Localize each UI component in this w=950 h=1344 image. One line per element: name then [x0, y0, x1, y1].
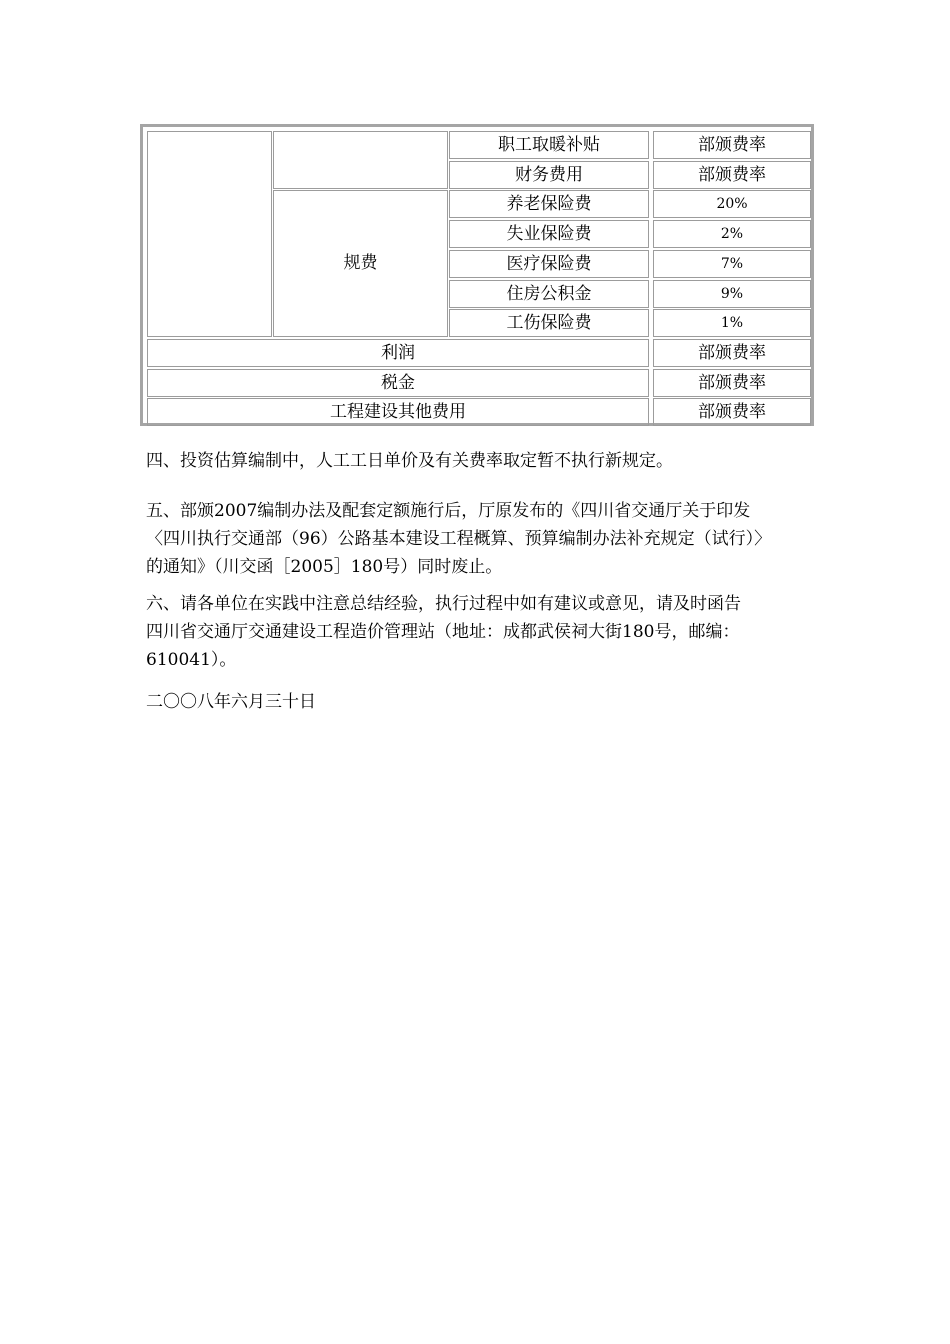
- paragraph-5: [146, 497, 816, 581]
- table-cell-item: 工伤保险费: [449, 309, 649, 337]
- paragraph-line: 六、请各单位在实践中注意总结经验，执行过程中如有建议或意见，请及时函告: [146, 594, 741, 614]
- table-cell-empty-group: [273, 131, 448, 189]
- table-cell-rate: 20%: [653, 190, 811, 218]
- table-cell-item: 失业保险费: [449, 220, 649, 248]
- table-cell-item: 工程建设其他费用: [147, 398, 649, 426]
- table-cell-rate: 9%: [653, 280, 811, 308]
- paragraph-line: 610041）。: [146, 650, 237, 670]
- paragraph-line: 四川省交通厅交通建设工程造价管理站（地址：成都武侯祠大街180号，邮编：: [146, 622, 740, 642]
- table-cell-item: 财务费用: [449, 161, 649, 189]
- table-cell-rate: 部颁费率: [653, 131, 811, 159]
- table-cell-item: 养老保险费: [449, 190, 649, 218]
- table-cell-item: 职工取暖补贴: [449, 131, 649, 159]
- paragraph-line: 的通知》（川交函［2005］180号）同时废止。: [146, 557, 503, 577]
- table-cell-rate: 部颁费率: [653, 339, 811, 367]
- table-cell-rate: 部颁费率: [653, 398, 811, 426]
- paragraph-line: 四、投资估算编制中，人工工日单价及有关费率取定暂不执行新规定。: [146, 451, 673, 471]
- paragraph-4: [146, 447, 816, 475]
- table-cell-rate: 2%: [653, 220, 811, 248]
- table-cell-item: 住房公积金: [449, 280, 649, 308]
- paragraph-line: 五、部颁2007编制办法及配套定额施行后，厅原发布的《四川省交通厅关于印发: [146, 501, 751, 521]
- table-cell-rate: 部颁费率: [653, 161, 811, 189]
- table-cell-rate: 7%: [653, 250, 811, 278]
- table-cell-item: 医疗保险费: [449, 250, 649, 278]
- table-cell-rate: 部颁费率: [653, 369, 811, 397]
- table-cell-empty-left: [147, 131, 272, 337]
- table-cell-item: 税金: [147, 369, 649, 397]
- table-cell-item: 利润: [147, 339, 649, 367]
- date-text: 二〇〇八年六月三十日: [146, 692, 316, 712]
- table-cell-rate: 1%: [653, 309, 811, 337]
- table-cell-group-label: 规费: [273, 190, 448, 337]
- date-line: [146, 688, 816, 716]
- paragraph-line: 〈四川执行交通部（96）公路基本建设工程概算、预算编制办法补充规定（试行）〉: [146, 529, 772, 549]
- fee-table: [140, 124, 814, 426]
- paragraph-6: [146, 590, 816, 674]
